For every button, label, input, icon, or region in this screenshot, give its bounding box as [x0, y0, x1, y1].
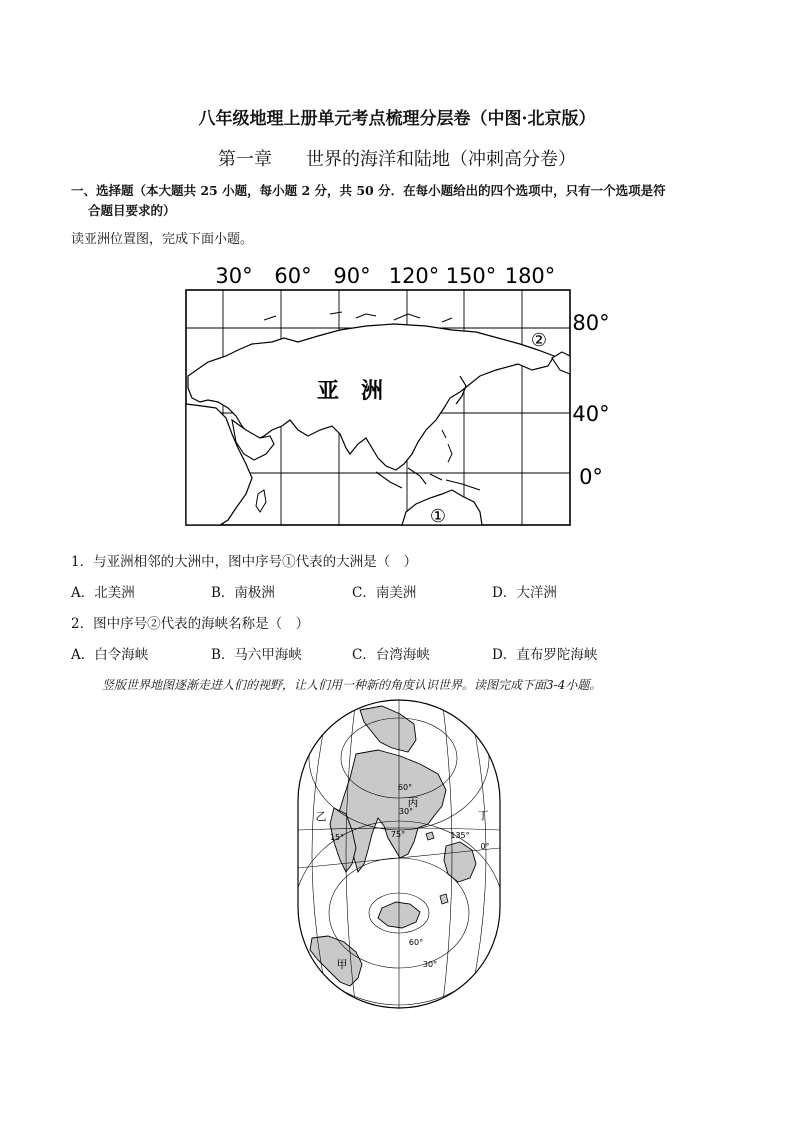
section-heading-line2: 合题目要求的） — [88, 203, 176, 218]
label-jia: 甲 — [336, 958, 348, 971]
lon-label-30: 30° — [215, 264, 253, 288]
label-ding: 丁 — [477, 809, 489, 822]
asia-location-map — [180, 258, 620, 530]
lon-label-90: 90° — [333, 264, 371, 288]
vertical-world-map — [296, 698, 502, 1010]
label-bing: 丙 — [407, 796, 419, 809]
page-title: 八年级地理上册单元考点梳理分层卷（中图·北京版） — [198, 109, 596, 129]
q1-option-a[interactable]: A．北美洲 — [71, 585, 135, 601]
marker-2: ② — [530, 330, 548, 351]
lon-label-60: 60° — [274, 264, 312, 288]
q1-option-c[interactable]: C．南美洲 — [352, 585, 417, 601]
label-lon135: 135° — [450, 831, 470, 840]
label-eq: 0° — [480, 842, 490, 851]
label-lat30s: 30° — [422, 960, 438, 969]
q2-option-c[interactable]: C．台湾海峡 — [352, 647, 430, 663]
lat-label-80: 80° — [572, 311, 610, 335]
chapter-heading — [0, 145, 794, 171]
question-1-stem: 1．与亚洲相邻的大洲中，图中序号①代表的大洲是（ ） — [71, 554, 418, 570]
asia-label: 亚 洲 — [316, 379, 384, 404]
lon-label-180: 180° — [504, 264, 556, 288]
label-lat60n: 60° — [397, 783, 413, 792]
section-heading — [71, 181, 731, 221]
map1-intro-text: 读亚洲位置图，完成下面小题。 — [71, 232, 254, 247]
q2-option-a[interactable]: A．白令海峡 — [71, 647, 149, 663]
label-lat60s: 60° — [408, 938, 424, 947]
q2-option-b[interactable]: B．马六甲海峡 — [211, 647, 302, 663]
q3-intro-text: 竖版世界地图逐渐走进人们的视野，让人们用一种新的角度认识世界。读图完成下面3-4小题。 — [102, 678, 602, 692]
lon-label-120: 120° — [388, 264, 440, 288]
label-lon75: 75° — [390, 830, 406, 839]
label-lat30n: 30° — [398, 807, 414, 816]
label-yi: 乙 — [315, 810, 327, 823]
section-heading-line1: 一、选择题（本大题共 25 小题，每小题 2 分，共 50 分．在每小题给出的四个选项中，只有一个选项是符 — [71, 183, 666, 198]
q2-option-d[interactable]: D．直布罗陀海峡 — [492, 647, 598, 663]
label-lon15: 15° — [329, 833, 345, 842]
question-2-stem: 2．图中序号②代表的海峡名称是（ ） — [71, 616, 310, 632]
q1-option-d[interactable]: D．大洋洲 — [492, 585, 557, 601]
chapter-number: 第一章 — [218, 149, 272, 170]
lon-label-150: 150° — [445, 264, 497, 288]
q1-option-b[interactable]: B．南极洲 — [211, 585, 275, 601]
chapter-name: 世界的海洋和陆地（冲刺高分卷） — [306, 149, 576, 170]
lat-label-0: 0° — [579, 465, 603, 489]
marker-1: ① — [429, 506, 447, 527]
lat-label-40: 40° — [572, 402, 610, 426]
